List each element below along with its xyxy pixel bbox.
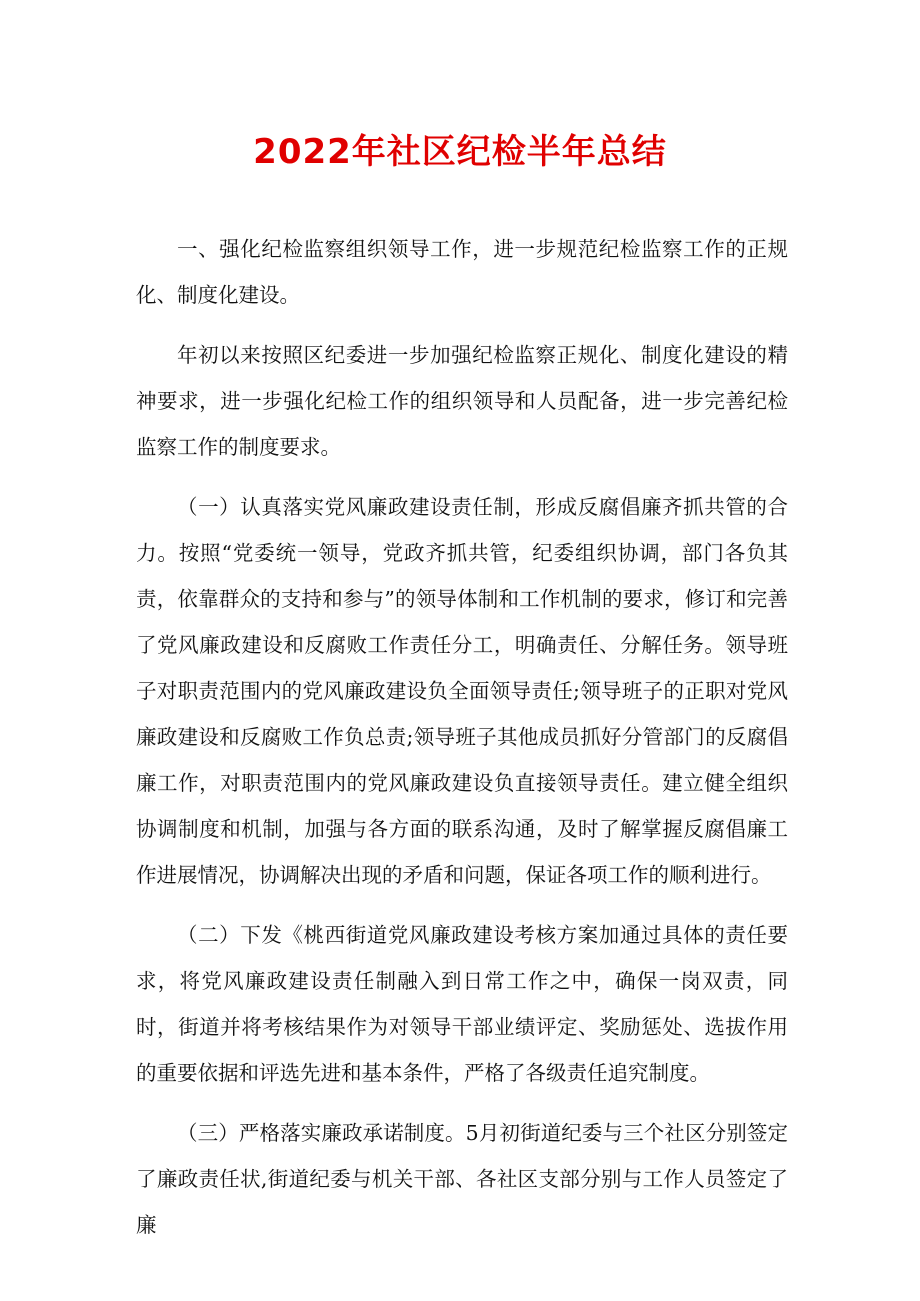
paragraph-section-heading: 一、强化纪检监察组织领导工作，进一步规范纪检监察工作的正规化、制度化建设。	[136, 237, 788, 307]
document-title: 2022年社区纪检半年总结	[253, 132, 667, 172]
paragraph-item-1: （一）认真落实党风廉政建设责任制，形成反腐倡廉齐抓共管的合力。按照“党委统一领导，党政齐抓共管，纪委组织协调，部门各负其责，依靠群众的支持和参与”的领导体制和工作机制的要求，修订和完善了党风廉政建设和反腐败工作责任分工，明确责任、分解任务。领导班子对职责范围内的党风廉政建设负全面领导责任;领导班子的正职对党风廉政建设和反腐败工作负总责;领导班子其他成员抓好分管部门的反腐倡廉工作，对职责范围内的党风廉政建设负直接领导责任。建立健全组织协调制度和机制，加强与各方面的联系沟通，及时了解掌握反腐倡廉工作进展情况，协调解决出现的矛盾和问题，保证各项工作的顺利进行。	[136, 495, 788, 887]
paragraph-item-3: （三）严格落实廉政承诺制度。5月初街道纪委与三个社区分别签定了廉政责任状,街道纪委与机关干部、各社区支部分别与工作人员签定了廉	[136, 1121, 788, 1237]
paragraph-intro: 年初以来按照区纪委进一步加强纪检监察正规化、制度化建设的精神要求，进一步强化纪检工作的组织领导和人员配备，进一步完善纪检监察工作的制度要求。	[136, 343, 788, 459]
document-body	[136, 226, 788, 1262]
paragraph-item-2: （二）下发《桃西街道党风廉政建设考核方案加通过具体的责任要求，将党风廉政建设责任制融入到日常工作之中，确保一岗双责，同时，街道并将考核结果作为对领导干部业绩评定、奖励惩处、选拔作用的重要依据和评选先进和基本条件，严格了各级责任追究制度。	[136, 923, 788, 1085]
